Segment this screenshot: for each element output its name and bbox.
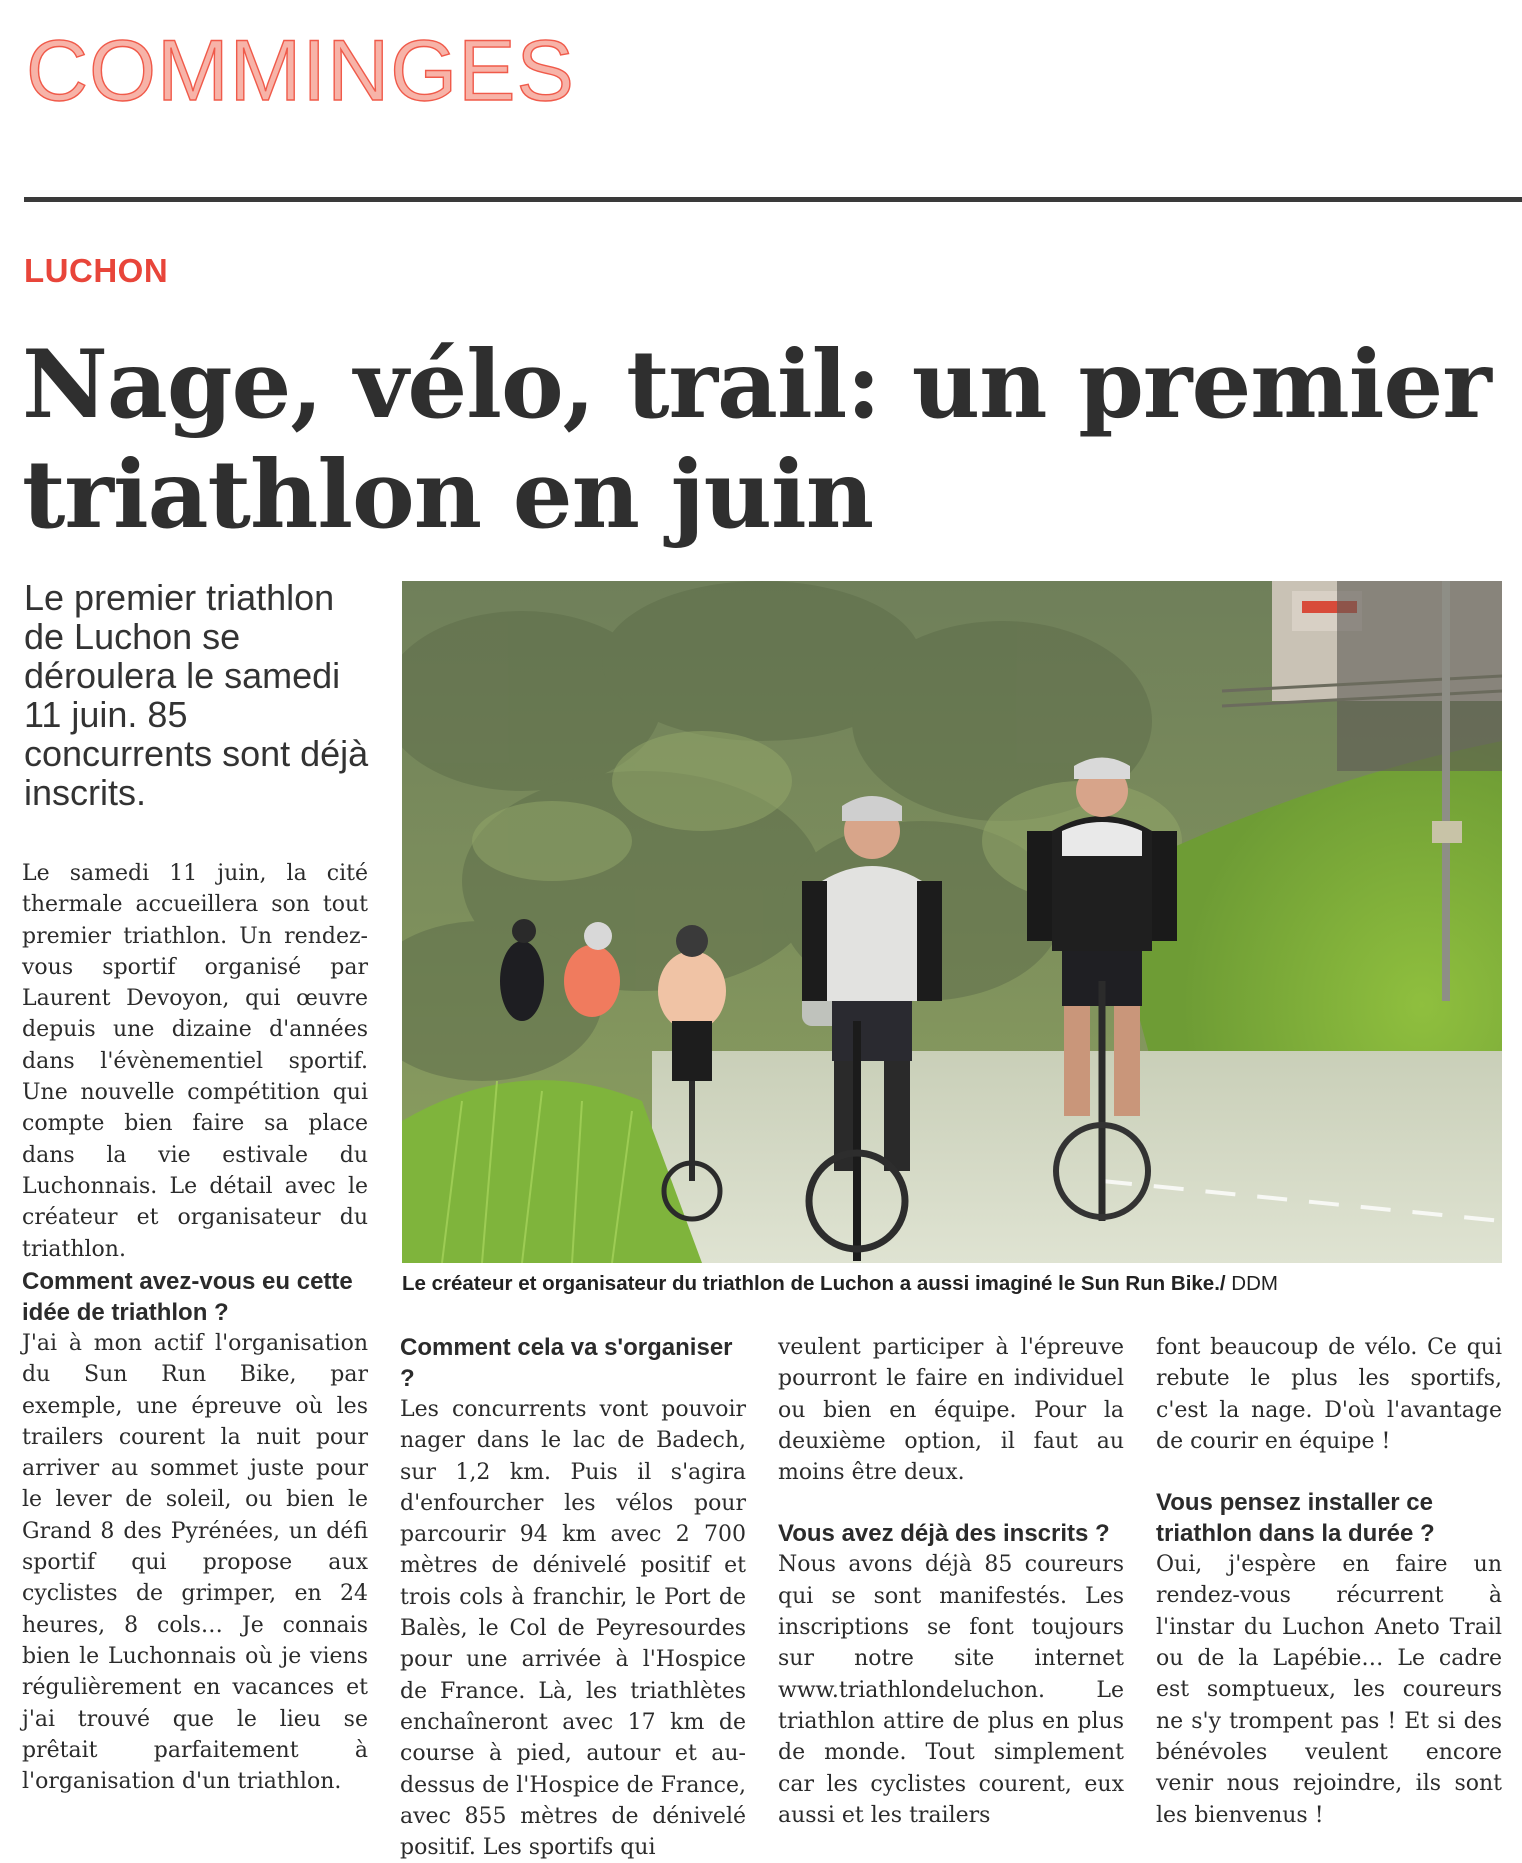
answer-3-part-2: font beaucoup de vélo. Ce qui rebute le plus les sportifs, c'est la nage. D'où l'avantage de courir en équipe ! — [1156, 1335, 1502, 1454]
header-rule — [24, 197, 1522, 202]
answer-2-part-2: veulent participer à l'épreuve pourront le faire en individuel ou bien en équipe. Pour la deuxième option, il faut au moins être deux. — [778, 1335, 1124, 1486]
kicker-location: LUCHON — [24, 252, 169, 289]
column-2 — [400, 1332, 746, 1863]
question-2: Comment cela va s'organiser ? — [400, 1334, 733, 1392]
question-3: Vous avez déjà des inscrits ? — [778, 1520, 1110, 1548]
answer-1: J'ai à mon actif l'organisation du Sun Run Bike, par exemple, une épreuve où les trailers courent la nuit pour arriver au sommet juste pour le lever de soleil, ou bien le Grand 8 des Pyrénées, un défi sportif qui propose aux cyclistes de grimper, en 24 heures, 8 cols… Je connais bien le Luchonnais où je viens régulièrement en vacances et j'ai trouvé que le lieu se prêtait parfaitement à l'organisation d'un triathlon. — [22, 1331, 368, 1795]
section-title: COMMINGES — [26, 23, 575, 119]
intro-text: Le samedi 11 juin, la cité thermale accueillera son tout premier triathlon. Un rendez-vous sportif organisé par Laurent Devoyon, qui œuvre depuis une dizaine d'années dans l'évènementiel sportif. Une nouvelle compétition qui compte bien faire sa place dans la vie estivale du Luchonnais. Le détail avec le créateur et organisateur du triathlon. — [22, 861, 368, 1262]
caption-text: Le créateur et organisateur du triathlon de Luchon a aussi imaginé le Sun Run Bike./ — [402, 1272, 1226, 1295]
question-1: Comment avez-vous eu cette idée de triathlon ? — [22, 1268, 353, 1326]
answer-4: Oui, j'espère en faire un rendez-vous récurrent à l'instar du Luchon Aneto Trail ou de la Lapébie… Le cadre est somptueux, les coureurs ne s'y trompent pas ! Et si des bénévoles veulent encore venir nous rejoindre, ils sont les bienvenus ! — [1156, 1552, 1502, 1828]
headline: Nage, vélo, trail: un premier triathlon en juin — [22, 330, 1491, 550]
answer-3-part-1: Nous avons déjà 85 coureurs qui se sont manifestés. Les inscriptions se font toujours sur notre site internet www.triathlondeluchon. Le triathlon attire de plus en plus de monde. Tout simplement car les cyclistes courent, eux aussi et les trailers — [778, 1552, 1124, 1828]
photo-credit: DDM — [1225, 1272, 1278, 1295]
question-4: Vous pensez installer ce triathlon dans la durée ? — [1156, 1489, 1435, 1548]
photo-caption — [402, 1272, 1512, 1296]
intro-paragraph — [22, 858, 368, 1265]
column-4 — [1156, 1332, 1502, 1831]
article-photo — [402, 581, 1502, 1263]
lead-paragraph: Le premier triathlon de Luchon se déroulera le samedi 11 juin. 85 concurrents sont déjà inscrits. — [24, 577, 369, 813]
column-1 — [22, 1266, 368, 1797]
answer-2-part-1: Les concurrents vont pouvoir nager dans le lac de Badech, sur 1,2 km. Puis il s'agira d'enfourcher les vélos pour parcourir 94 km avec 2 700 mètres de dénivelé positif et trois cols à franchir, le Port de Balès, le Col de Peyresourdes pour une arrivée à l'Hospice de France. Là, les triathlètes enchaîneront avec 17 km de course à pied, autour et au-dessus de l'Hospice de France, avec 855 mètres de dénivelé positif. Les sportifs qui — [400, 1397, 746, 1861]
column-3 — [778, 1332, 1124, 1831]
